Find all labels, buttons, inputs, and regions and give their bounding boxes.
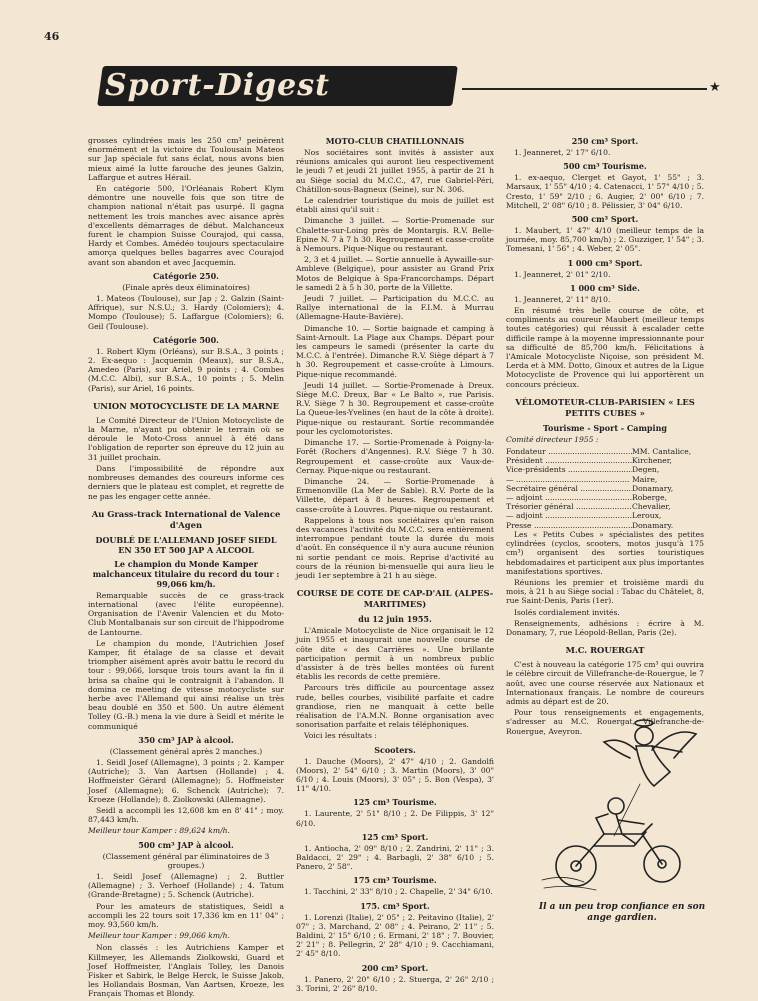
article-paragraph: Voici les résultats : — [304, 731, 377, 741]
roster-row — [506, 484, 704, 493]
intro-paragraph: grosses cylindrées mais les 250 cm³ peinèrent énormément et la victoire du Toulousain Mateos sur Jap spéciale fut sans éclat, nous avons bien mieux aimé la lutte farouche des jeunes Galzin, Laffargue et autres Hérail. — [88, 136, 284, 182]
masthead-title: Sport-Digest — [105, 68, 330, 103]
article-paragraph: Jeudi 7 juillet. — Participation du M.C.C. au Rallye international de la F.I.M. à Murrau (Allemagne-Haute-Bavière). — [296, 294, 494, 322]
roster-name: Chevalier, — [632, 502, 671, 512]
section-heading: 200 cm³ Sport. — [361, 962, 429, 973]
column-3 — [506, 136, 704, 738]
section-heading: 1 000 cm³ Sport. — [567, 257, 643, 268]
section-heading: 500 cm³ Tourisme. — [563, 161, 647, 172]
roster-row — [506, 456, 704, 465]
roster-name: Roberge, — [632, 493, 668, 503]
article-paragraph: Nos sociétaires sont invités à assister aux réunions amicales qui auront lieu respectivement le jeudi 7 et jeudi 21 juillet 1955, à partir de 21 h au Siège social du M.C.C., 47, rue Gabriel-Péri, Châtillon-sous-Bagneux (Seine), sur N. 306. — [296, 148, 494, 194]
article-paragraph: En résumé très belle course de côte, et compliments au coureur Maubert (meilleur temps toutes catégories) qui réussit à escalader cette difficile rampe à la moyenne impressionnante pour sa difficulté de 85,700 km/h. Félicitations à l'Amicale Motocycliste Niçoise, son président M. Lerda et à MM. Dotto, Ginoux et autres de la Ligue Motocycliste de Provence qui lui apportèrent un concours précieux. — [506, 306, 704, 389]
column-2 — [296, 136, 494, 995]
article-paragraph: Réunions les premier et troisième mardi du mois, à 21 h au Siège social : Tabac du Châtelet, 8, rue Saint-Denis, Paris (1er). — [506, 577, 704, 606]
section-heading: Catégorie 500. — [153, 334, 219, 345]
results-paragraph: 1. Jeanneret, 2' 17" 6/10. — [514, 148, 611, 157]
results-paragraph: 1. Dauche (Moors), 2' 47" 4/10 ; 2. Gandolfi (Moors), 2' 54" 6/10 ; 3. Martin (Moors), 3' 00" 6/10 ; 4. Louis (Moors), 3' 05" ; 5. Bon (Vespa), 3' 11" 4/10. — [296, 756, 494, 794]
results-paragraph: 1. ex-aequo, Clerget et Gayot, 1' 55" ; 3. Marsaux, 1' 55" 4/10 ; 4. Catenacci, 1' 57" 4/10 ; 5. Cresto, 1' 59" 2/10 ; 6. Augier, 2' 00" 6/10 ; 7. Mitchell, 2' 08" 6/10 ; 8. Pélissier, 3' 04" 6/10. — [506, 173, 704, 210]
best-lap-line: Meilleur tour Kamper : 89,624 km/h. — [88, 826, 230, 836]
article-paragraph: Le champion du monde, l'Autrichien Josef Kamper, fit étalage de sa classe et devait triompher aisément après avoir battu le record du tour : 99,066, lorsque trois tours avant la fin il brisa sa chaîne qui le contraignit à l'abandon. Il domina ce meeting de vitesse motocycliste sur herbe avec l'Allemand qui ainsi réalise un très beau doublé en 350 et 500. Un autre élément Tolley (G.-B.) mena la vie dure à Seidl et mérite le communiqué — [88, 638, 284, 731]
article-title: M.C. ROUERGAT — [565, 645, 645, 656]
section-heading: 175. cm³ Sport. — [360, 900, 430, 911]
best-lap-line: Meilleur tour Kamper : 99,066 km/h. — [88, 931, 230, 941]
results-paragraph: 1. Lorenzi (Italie), 2' 05" ; 2. Peitavino (Italie), 2' 07" ; 3. Marchand, 2' 08" ; 4. Peirano, 2' 11" ; 5. Baldini, 2' 15" 6/10 ; 6. Ermani, 2' 18" ; 7. Bouvier, 2' 21" ; 8. Pellegrin, 2' 28" 4/10 ; 9. Cacchiamani, 2' 45" 8/10. — [296, 912, 494, 959]
article-paragraph: Isolés cordialement invités. — [514, 607, 620, 617]
article-title: VÉLOMOTEUR-CLUB-PARISIEN « LES PETITS CUBES » — [515, 396, 695, 418]
article-paragraph: L'Amicale Motocycliste de Nice organisait le 12 juin 1955 et inaugurait une nouvelle course de côte dite « des Carrières ». Une brillante participation permit à un nombreux public d'assister à de très belles montées où furent établis les records de cette première. — [296, 626, 494, 682]
article-date: du 12 juin 1955. — [358, 614, 432, 625]
article-paragraph: Le Comité Directeur de l'Union Motocycliste de la Marne, n'ayant pu obtenir le terrain où se déroule le Moto-Cross annuel à été dans l'obligation de reporter son épreuve du 12 juin au 31 juillet prochain. — [88, 415, 284, 462]
roster-name: Degen, — [632, 465, 660, 475]
results-paragraph: 1. Mateos (Toulouse), sur Jap ; 2. Galzin (Saint-Affrique), sur N.S.U.; 3. Hardy (Colomiers); 4. Mompo (Toulouse); 5. Laffargue (Colomiers); 6. Geil (Toulouse). — [88, 294, 284, 331]
roster-role: — adjoint ..... — [506, 493, 632, 502]
article-paragraph: Jeudi 14 juillet. — Sortie-Promenade à Dreux. Siège M.C. Dreux, Bar « Le Balto », rue Parisis. R.V. Siège 7 h 30. Regroupement et casse-croûte La Queue-les-Yvelines (en haut de la côte à droite). Pique-nique ou restaurant. Sortie recommandée pour les cyclomotoristes. — [296, 380, 494, 436]
roster-name: Leroux, — [632, 511, 662, 521]
article-subhead: Le champion du Monde Kamper malchanceux titulaire du record du tour : 99,066 km/h. — [92, 558, 280, 589]
section-heading: 1 000 cm³ Side. — [570, 282, 640, 293]
article-paragraph: Les « Petits Cubes » spécialistes des petites cylindrées (cyclos, scooters, motos jusqu'à 175 cm³) organisent des sorties touristiques hebdomadaires et participent aux plus importantes manifestations sportives. — [506, 529, 704, 576]
results-paragraph: 1. Antiocha, 2' 09" 8/10 ; 2. Zandrini, 2' 11" ; 3. Baldacci, 2' 29" ; 4. Barbagli, 2' 38" 6/10 ; 5. Panero, 2' 58". — [296, 843, 494, 872]
average-line: Pour les amateurs de statistiques, Seidl a accompli les 22 tours soit 17,336 km en 11' 04" ; moy. 93,560 km/h. — [88, 901, 284, 929]
article-paragraph: 2, 3 et 4 juillet. — Sortie annuelle à Aywaille-sur-Ambleve (Belgique), pour assister au Grand Prix Motos de Belgique à Spa-Francorchamps. Départ le samedi 2 à 5 h 30, porte de la Villette. — [296, 255, 494, 292]
results-paragraph: 1. Panero, 2' 20" 6/10 ; 2. Stuerga, 2' 26" 2/10 ; 3. Torini, 2' 26" 8/10. — [296, 974, 494, 993]
star-icon: ★ — [709, 80, 721, 95]
roster-role: Vice-présidents ..... — [506, 465, 632, 474]
angel-motorcyclist-illustration — [524, 706, 714, 896]
intro-paragraph: En catégorie 500, l'Orléanais Robert Klym démontre une nouvelle fois que son titre de champion national n'était pas usurpé. Il gagna nettement les trois manches avec aisance après d'excellents démarrages de début. Malchanceux furent le champion Suisse Courajod, qui cassa, Hardy et Combes. Amédéo toujours spectaculaire amorça quelques belles bagarres avec Courajod avant son abandon et avec Jacquemin. — [88, 184, 284, 267]
results-paragraph: Non classés : les Autrichiens Kamper et Killmeyer, les Allemands Ziolkowski, Guard et Josef Hoffmeister, l'Anglais Tolley, les Danois Fisker et Sabirk, le Belge Herck, le Suisse Jakob, les Hollandais Bosman, Van Aartsen, Kroeze, les Français Thomas et Blondy. — [88, 943, 284, 999]
roster-role: Presse ..... — [506, 521, 632, 530]
page-number: 46 — [44, 30, 60, 43]
article-title: COURSE DE COTE DE CAP-D'AIL (ALPES-MARITIMES) — [296, 588, 494, 610]
section-heading: 125 cm³ Sport. — [361, 831, 429, 842]
roster-row — [506, 511, 704, 520]
roster-role: Président ..... — [506, 456, 632, 465]
section-heading: Scooters. — [374, 744, 416, 755]
roster-row — [506, 493, 704, 502]
article-paragraph: Dimanche 17. — Sortie-Promenade à Poigny-la-Forêt (Rochers d'Angennes). R.V. Siège 7 h 30. Regroupement et casse-croûte aux Vaux-de-Cernay. Pique-nique ou restaurant. — [296, 438, 494, 475]
roster-row — [506, 465, 704, 474]
section-heading: 500 cm³ Sport. — [571, 214, 639, 225]
article-paragraph: Remarquable succès de ce grass-track international (avec l'élite européenne). Organisation de l'Avenir Valencien et du Moto-Club Montalbanais sur son circuit de l'hippodrome de Lantourne. — [88, 590, 284, 637]
roster-name: Kirchener, — [632, 456, 672, 466]
results-paragraph: 1. Robert Klym (Orléans), sur B.S.A., 3 points ; 2. Ex-aequo : Jacquemin (Meaux), sur B.S.A., Amedeo (Paris), sur Ariel, 9 points ; 4. Combes (M.C.C. Albi), sur B.S.A., 10 points ; 5. Melin (Paris), sur Ariel, 16 points. — [88, 346, 284, 393]
article-title: Au Grass-track International de Valence d'Agen — [91, 508, 281, 530]
section-heading: 500 cm³ JAP à alcool. — [138, 839, 234, 850]
article-paragraph: Renseignements, adhésions : écrire à M. Donamary, 7, rue Léopold-Bellan, Paris (2e). — [506, 618, 704, 637]
column-1 — [88, 136, 284, 1001]
article-paragraph: Dimanche 3 juillet. — Sortie-Promenade sur Chalette-sur-Loing près de Montargis. R.V. Belle-Epine N. 7 à 7 h 30. Regroupement et casse-croûte à Nemours. Pique-Nique ou restaurant. — [296, 216, 494, 254]
section-heading: Catégorie 250. — [153, 270, 219, 281]
roster-name: Maire, — [632, 474, 658, 484]
article-paragraph: Dans l'impossibilité de répondre aux nombreuses demandes des coureurs informe ces derniers que le plateau est complet, et regrette de ne pas les engager cette année. — [88, 463, 284, 501]
results-paragraph: 1. Seidl Josef (Allemagne) ; 2. Buttler (Allemagne) ; 3. Verhoef (Hollande) ; 4. Tatum (Grande-Bretagne) ; 5. Schenck (Autriche). — [88, 871, 284, 900]
article-paragraph: Dimanche 10. — Sortie baignade et camping à Saint-Arnoult. La Plage aux Champs. Départ pour les campeurs le samedi (présenter la carte du M.C.C. à l'entrée). Dimanche R.V. Siège départ à 7 h 30. Regroupement et casse-croûte à Limours. Pique-nique recommandé. — [296, 323, 494, 379]
roster-row — [506, 447, 704, 456]
roster-name: Donamary. — [632, 520, 674, 530]
section-subheading: (Finale après deux éliminatoires) — [122, 282, 250, 292]
average-line: Seidl a accompli les 12,608 km en 8' 41" ; moy. 87,443 km/h. — [88, 805, 284, 825]
article-paragraph: Pour tous renseignements et engagements, s'adresser au M.C. Rouergat, Villefranche-de-Rouergue, Aveyron. — [506, 708, 704, 736]
roster-role: — ..... — [506, 475, 632, 484]
article-title: UNION MOTOCYCLISTE DE LA MARNE — [92, 400, 280, 411]
article-paragraph: Parcours très difficile au pourcentage assez rude, belles courbes, visibilité parfaite et cadre grandiose, rien ne manquait à cette belle réalisation de l'A.M.N. Bonne organisation avec sonorisation parfaite et relais téléphoniques. — [296, 683, 494, 730]
results-paragraph: 1. Laurente, 2' 51" 8/10 ; 2. De Filippis, 3' 12" 6/10. — [296, 809, 494, 828]
results-paragraph: 1. Jeanneret, 2' 01" 2/10. — [514, 269, 611, 279]
section-heading: 250 cm³ Sport. — [571, 136, 639, 146]
illustration-caption: Il a un peu trop confiance en son ange gardien. — [538, 902, 706, 923]
roster-role: Trésorier général ..... — [506, 502, 632, 511]
header-rule — [462, 88, 707, 90]
roster-row — [506, 475, 704, 484]
results-paragraph: 1. Tacchini, 2' 33" 8/10 ; 2. Chapelle, 2' 34" 6/10. — [304, 887, 493, 897]
committee-heading: Comité directeur 1955 : — [506, 434, 599, 444]
results-paragraph: 1. Maubert, 1' 47" 4/10 (meilleur temps de la journée, moy. 85,700 km/h) ; 2. Guzziger, 1' 54" ; 3. Tomesani, 1' 56" ; 4. Weber, 2' 05". — [506, 226, 704, 254]
section-subheading: (Classement général après 2 manches.) — [109, 746, 263, 756]
article-title: MOTO-CLUB CHATILLONNAIS — [325, 136, 465, 146]
article-paragraph: C'est à nouveau la catégorie 175 cm³ qui ouvrira le célèbre circuit de Villefranche-de-Rouergue, le 7 août, avec une course réservée aux Nationaux et Internationaux français. Le nombre de coureurs admis au départ est de 20. — [506, 660, 704, 706]
article-tagline: Tourisme - Sport - Camping — [543, 422, 667, 433]
article-paragraph: Rappelons à tous nos sociétaires qu'en raison des vacances l'activité du M.C.C. sera entièrement interrompue pendant toute la durée du mois d'août. En conséquence il n'y aura aucune réunion ni sortie pendant ce mois. Reprise d'activité au cours de la réunion bi-mensuelle qui aura lieu le jeudi 1er septembre à 21 h au siège. — [296, 515, 494, 580]
results-paragraph: 1. Jeanneret, 2' 11" 8/10. — [514, 294, 611, 304]
roster-row — [506, 521, 704, 530]
roster-role: — adjoint ..... — [506, 511, 632, 520]
section-heading: 350 cm³ JAP à alcool. — [138, 734, 234, 745]
article-paragraph: Dimanche 24. — Sortie-Promenade à Ermenonville (La Mer de Sable). R.V. Porte de la Villette, départ à 8 heures. Regroupement et casse-croûte à Louvres. Pique-nique ou restaurant. — [296, 476, 494, 514]
roster-name: MM. Cantalice, — [632, 447, 692, 457]
article-paragraph: Le calendrier touristique du mois de juillet est établi ainsi qu'il suit : — [296, 196, 494, 215]
section-subheading: (Classement général par éliminatoires de 3 groupes.) — [102, 851, 270, 870]
article-headline: DOUBLÉ DE L'ALLEMAND JOSEF SIEDL EN 350 ET 500 JAP A ALCOOL — [95, 534, 277, 555]
roster-name: Donamary, — [632, 483, 674, 493]
section-heading: 175 cm³ Tourisme. — [353, 875, 437, 886]
roster-row — [506, 502, 704, 511]
roster-role: Fondateur ..... — [506, 447, 632, 456]
roster-role: Secrétaire général ..... — [506, 484, 632, 493]
results-paragraph: 1. Seidl Josef (Allemagne), 3 points ; 2. Kamper (Autriche); 3. Van Aartsen (Hollande) ; 4. Hoffmeister Gérard (Allemagne); 5. Hoffmeister Josef (Allemagne); 6. Schenck (Autriche); 7. Kroeze (Hollande); 8. Ziolkowski (Allemagne). — [88, 757, 284, 804]
section-heading: 125 cm³ Tourisme. — [353, 797, 437, 808]
